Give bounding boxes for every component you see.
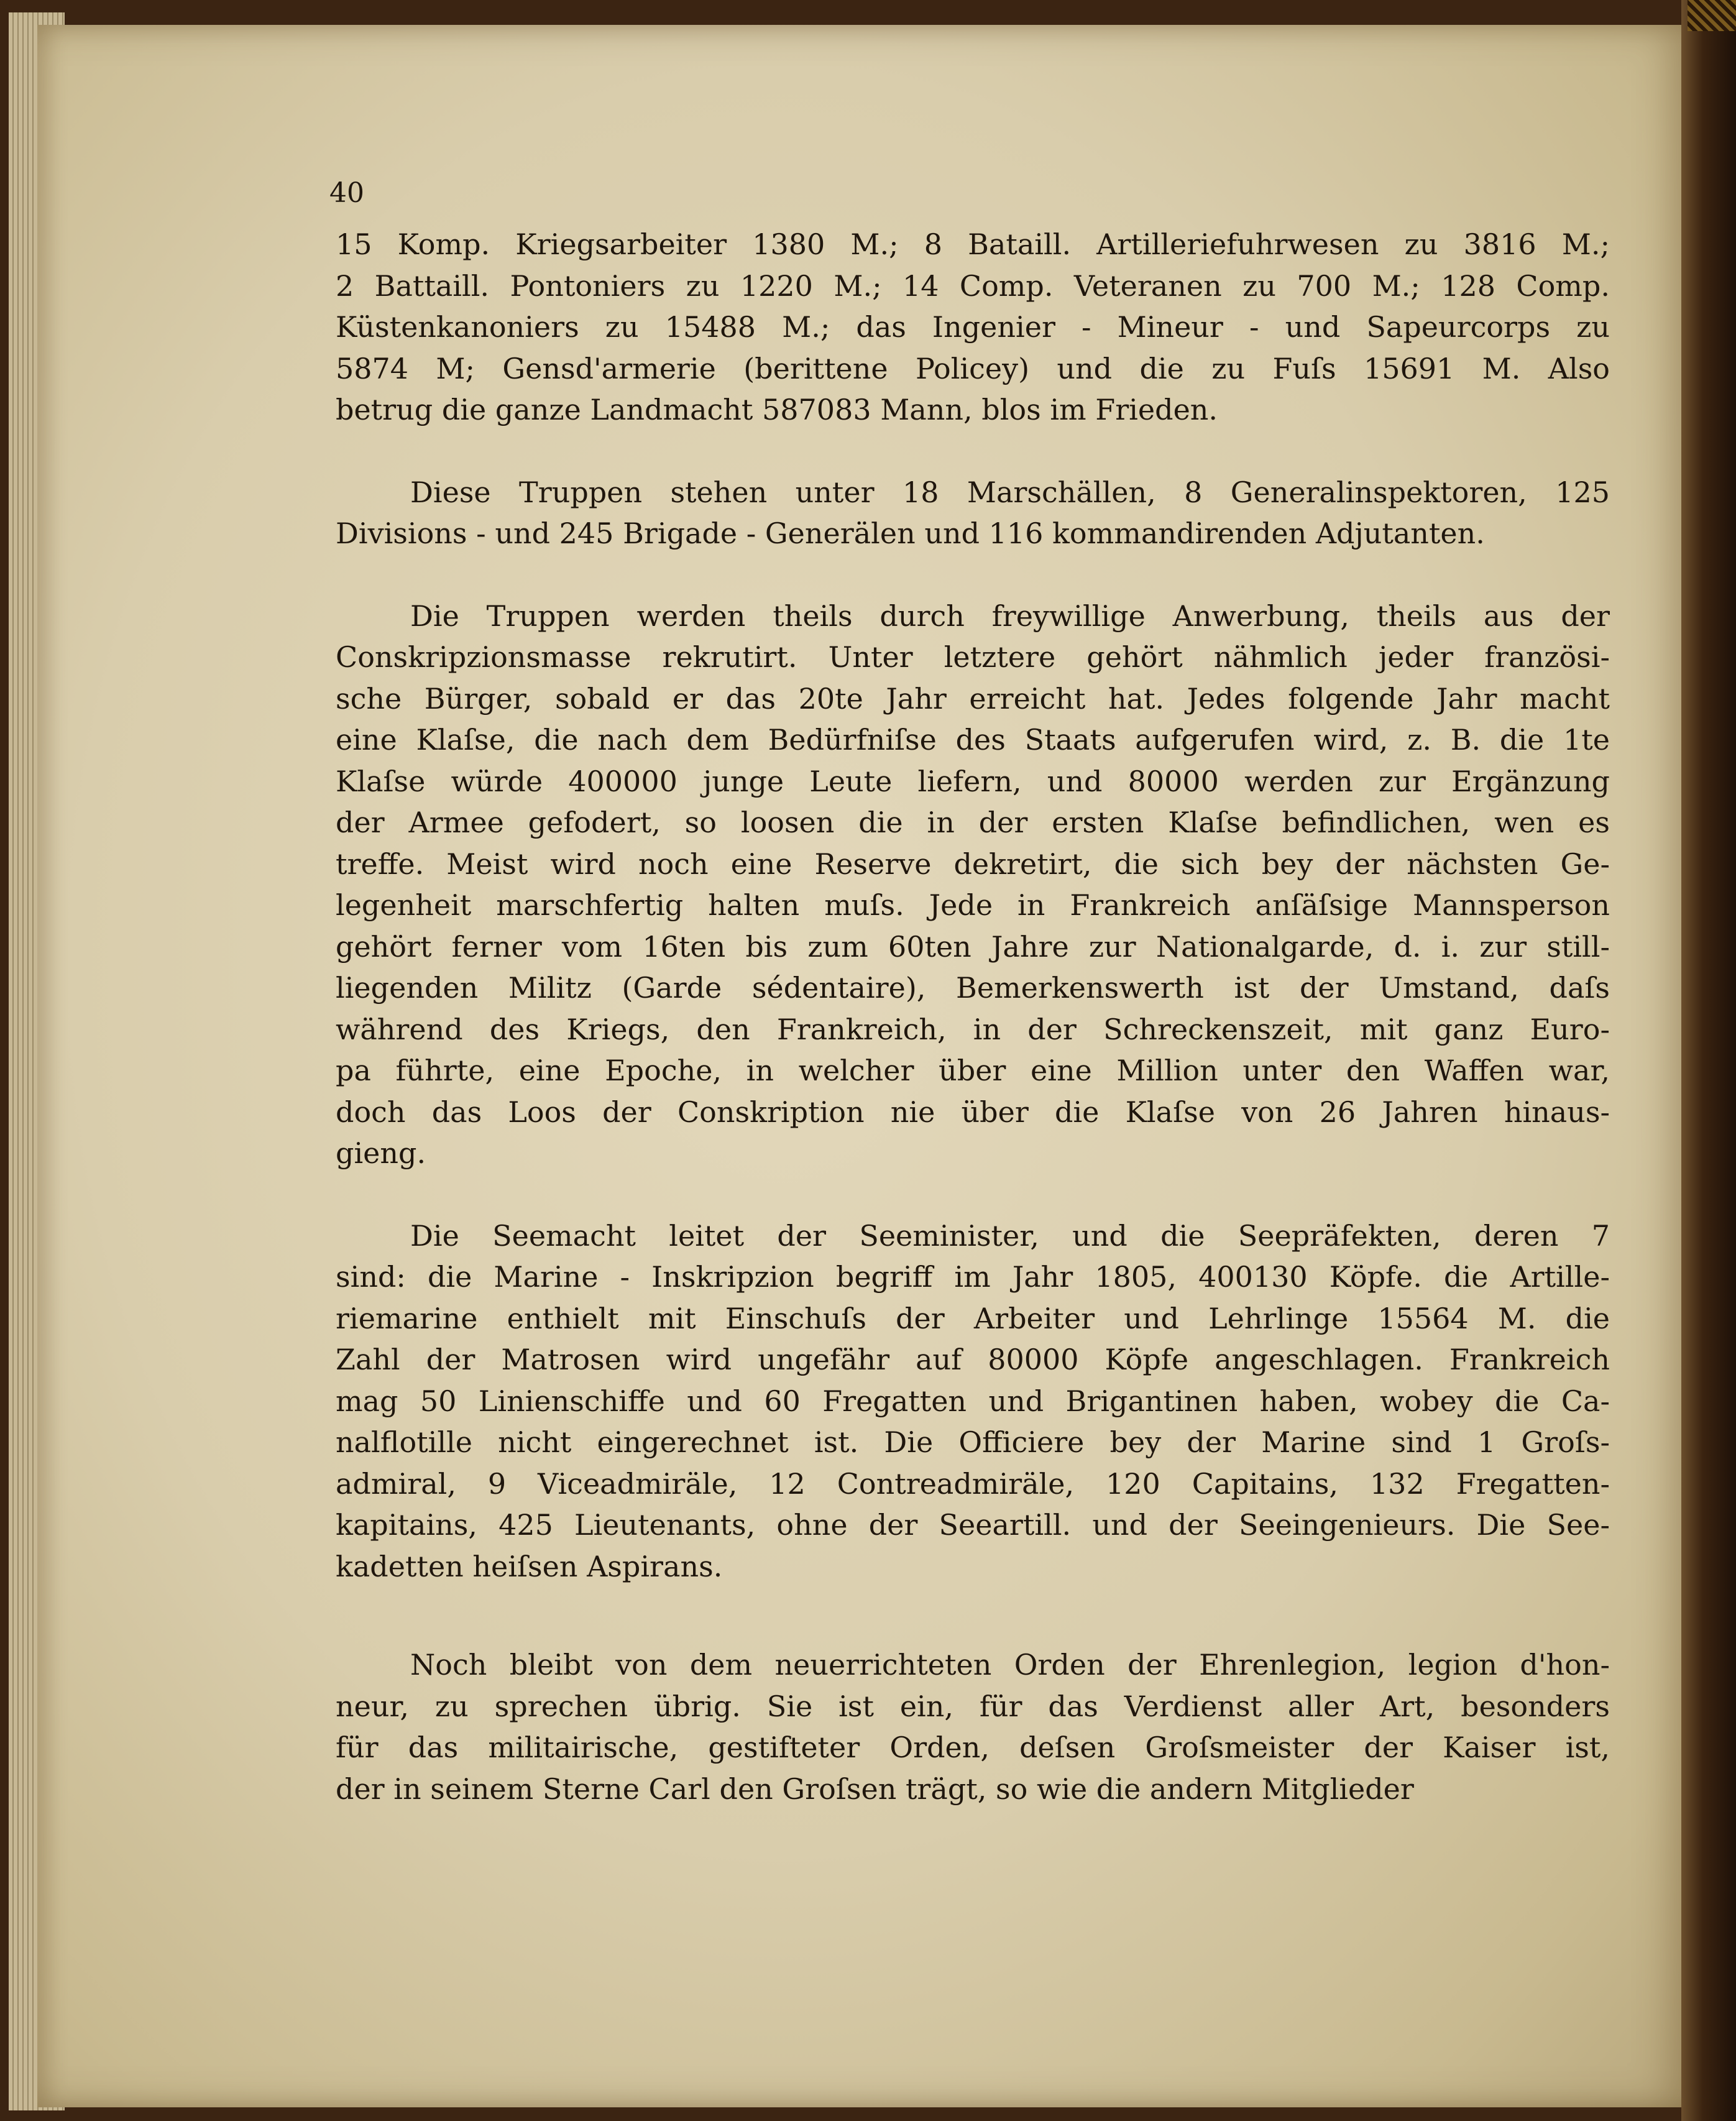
paragraph	[336, 224, 1610, 431]
paragraph	[336, 1215, 1610, 1588]
text-line: doch das Loos der Conskription nie über die Klaſse von 26 Jahren hinaus-	[336, 1095, 1610, 1129]
text-line: pa führte, eine Epoche, in welcher über eine Million unter den Waffen war,	[336, 1054, 1610, 1087]
paragraph	[336, 1644, 1610, 1810]
spine-ornament	[1688, 0, 1736, 31]
text-line: der Armee gefodert, so loosen die in der ersten Klaſse befindlichen, wen es	[336, 806, 1610, 839]
text-line: kadetten heiſsen Aspirans.	[336, 1549, 723, 1583]
paragraph	[336, 596, 1610, 1174]
text-line: gehört ferner vom 16ten bis zum 60ten Jahre zur Nationalgarde, d. i. zur still-	[336, 929, 1610, 964]
text-line: Die Seemacht leitet der Seeminister, und die Seepräfekten, deren 7	[410, 1218, 1610, 1253]
text-line: sind: die Marine - Inskripzion begriff im Jahr 1805, 400130 Köpfe. die Artille-	[336, 1260, 1610, 1294]
body-text	[336, 174, 1610, 1810]
text-line: Divisions - und 245 Brigade - Generälen und 116 kommandirenden Adjutanten.	[336, 517, 1485, 550]
paragraph-gap	[336, 554, 1610, 596]
text-line: Zahl der Matrosen wird ungefähr auf 80000 Köpfe angeschlagen. Frankreich	[336, 1343, 1610, 1376]
text-line: Diese Truppen stehen unter 18 Marschällen, 8 Generalinspektoren, 125	[410, 475, 1610, 509]
text-line: gieng.	[336, 1136, 426, 1170]
text-line: eine Klaſse, die nach dem Bedürfniſse des Staats aufgerufen wird, z. B. die 1te	[336, 723, 1610, 757]
paragraph-gap	[336, 431, 1610, 472]
text-line: neur, zu sprechen übrig. Sie ist ein, für das Verdienst aller Art, besonders	[336, 1689, 1610, 1723]
paragraph	[336, 472, 1610, 554]
paragraph-gap	[336, 1587, 1610, 1644]
text-line: 5874 M; Gensd'armerie (berittene Policey) und die zu Fuſs 15691 M. Also	[336, 351, 1610, 385]
text-line: während des Kriegs, den Frankreich, in der Schreckenszeit, mit ganz Euro-	[336, 1012, 1610, 1046]
text-line: der in seinem Sterne Carl den Groſsen trägt, so wie die andern Mitglieder	[336, 1772, 1414, 1806]
page-number: 40	[329, 177, 364, 209]
text-line: Conskripzionsmasse rekrutirt. Unter letztere gehört nähmlich jeder französi-	[336, 640, 1610, 674]
book-spine	[1681, 0, 1736, 2121]
text-line: mag 50 Linienschiffe und 60 Fregatten und Brigantinen haben, wobey die Ca-	[336, 1384, 1610, 1418]
text-line: admiral, 9 Viceadmiräle, 12 Contreadmiräle, 120 Capitains, 132 Fregatten-	[336, 1466, 1610, 1501]
text-line: kapitains, 425 Lieutenants, ohne der Seeartill. und der Seeingenieurs. Die See-	[336, 1508, 1610, 1542]
text-line: Küstenkanoniers zu 15488 M.; das Ingenier - Mineur - und Sapeurcorps zu	[336, 310, 1610, 344]
top-spacer	[336, 174, 1610, 224]
paragraph-gap	[336, 1174, 1610, 1215]
text-line: Die Truppen werden theils durch freywillige Anwerbung, theils aus der	[410, 599, 1610, 633]
text-line: sche Bürger, sobald er das 20te Jahr erreicht hat. Jedes folgende Jahr macht	[336, 681, 1610, 715]
text-line: 15 Komp. Kriegsarbeiter 1380 M.; 8 Bataill. Artilleriefuhrwesen zu 3816 M.;	[336, 228, 1610, 261]
text-line: für das militairische, gestifteter Orden, deſsen Groſsmeister der Kaiser ist,	[336, 1731, 1610, 1764]
text-line: Klaſse würde 400000 junge Leute liefern, und 80000 werden zur Ergänzung	[336, 764, 1610, 798]
text-line: treffe. Meist wird noch eine Reserve dekretirt, die sich bey der nächsten Ge-	[336, 847, 1610, 881]
text-line: Noch bleibt von dem neuerrichteten Orden der Ehrenlegion, legion d'hon-	[410, 1648, 1610, 1682]
text-line: liegenden Militz (Garde sédentaire), Bemerkenswerth ist der Umstand, daſs	[336, 971, 1610, 1005]
text-line: riemarine enthielt mit Einschuſs der Arbeiter und Lehrlinge 15564 M. die	[336, 1301, 1610, 1335]
text-line: 2 Battaill. Pontoniers zu 1220 M.; 14 Comp. Veteranen zu 700 M.; 128 Comp.	[336, 269, 1610, 303]
text-line: nalflotille nicht eingerechnet ist. Die Officiere bey der Marine sind 1 Groſs-	[336, 1425, 1610, 1459]
text-line: betrug die ganze Landmacht 587083 Mann, blos im Frieden.	[336, 393, 1218, 426]
text-line: legenheit marschfertig halten muſs. Jede in Frankreich anſäſsige Mannsperson	[336, 888, 1610, 922]
